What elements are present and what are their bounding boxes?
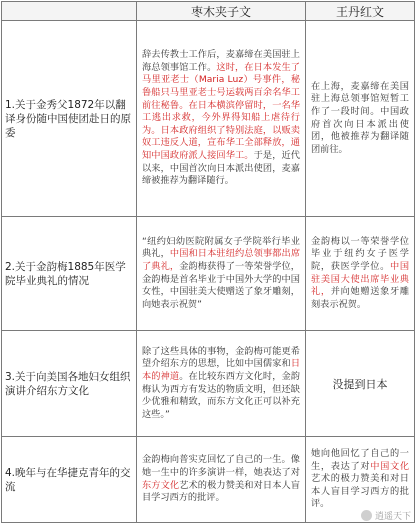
header-cell-topic	[2, 2, 137, 21]
text-segment: 。在比较东西方文化时，金韵梅认为西方有发达的物质文明，但还缺少优雅和精致，而东方文化正可以补充这些。”	[142, 370, 300, 420]
wangdanhong-text-cell	[306, 21, 415, 217]
zaomu-text-cell	[137, 437, 306, 523]
text-segment: 于是，近代以来，中国首次向日本派出使团，麦嘉缔被推荐为翻译随行。	[142, 149, 300, 187]
text-segment: “纽约妇幼医院附属女子学院举行毕业典礼，	[142, 235, 300, 260]
zaomu-text-cell	[137, 217, 306, 331]
wangdanhong-text-cell	[306, 217, 415, 331]
wangdanhong-text-cell	[306, 331, 415, 437]
highlighted-text-segment: 东方文化	[142, 479, 180, 491]
topic-cell: 1.关于金秀父1872年以翻译身份随中国使团赴日的原委	[2, 21, 137, 217]
watermark	[361, 509, 411, 522]
text-segment: 在上海，麦嘉缔在美国驻上海总领事馆短暂工作了一段时间。中国政府首次向日本派出使团，他被推荐为翻译随团前往。	[311, 80, 409, 155]
text-segment: 金韵梅向普实克回忆了自己的一生。像她一生中的许多演讲一样，她表达了对	[142, 454, 300, 478]
comparison-table	[1, 1, 415, 523]
highlighted-text-segment: 日本的神道	[142, 358, 300, 382]
text-segment: 她向他回忆了自己的一生，表达了对	[311, 448, 409, 472]
text-segment: 金韵梅以一等荣誉学位毕业于纽约女子医学院，获医学学位。	[311, 235, 409, 272]
topic-cell: 2.关于金韵梅1885年医学院毕业典礼的情况	[2, 217, 137, 331]
table-row	[2, 331, 415, 437]
highlighted-text-segment: 这时，在日本发生了马里亚老士（Maria Luz）号事件，	[142, 61, 300, 86]
text-segment: 艺术的极力赞美和对日本人盲目学习西方的批评。	[142, 479, 300, 504]
text-segment: 金韵梅获得了一等荣誉学位，金韵梅是首名毕业于中国外大学的中国女性，中国驻美大使赠送了象牙雕刻，向她表示祝贺”	[142, 260, 300, 310]
highlighted-text-segment: 中国文化	[370, 460, 410, 472]
text-segment: 除了这些具体的事物，金韵梅可能更希望介绍东方的思想，比如中国儒家和	[142, 345, 300, 370]
header-row	[2, 2, 415, 21]
text-segment: 艺术的极力赞美和对日本人盲目学习西方的批评。	[311, 473, 409, 510]
topic-cell: 4.晚年与在华捷克青年的交流	[2, 437, 137, 523]
header-cell-zaomu: 枣木夹子文	[137, 2, 306, 21]
watermark-text: 逍遥天下	[374, 512, 411, 522]
highlighted-text-segment: 中国驻美国大使出席毕业典礼，	[311, 260, 410, 298]
highlighted-text-segment: 中国和日本驻纽约总领事都出席了典礼，	[142, 248, 301, 272]
topic-cell: 3.关于向美国各地妇女组织演讲介绍东方文化	[2, 331, 137, 437]
zaomu-text-cell	[137, 331, 306, 437]
header-cell-wangdanhong: 王丹红文	[306, 2, 415, 21]
table-row	[2, 217, 415, 331]
table-row	[2, 21, 415, 217]
table-row	[2, 437, 415, 523]
text-segment: 并向她赠送象牙雕刻表示祝贺。	[311, 286, 410, 310]
zaomu-text-cell	[137, 21, 306, 217]
wechat-icon	[361, 510, 372, 521]
text-segment: 没提到日本	[332, 377, 388, 391]
text-segment: 辞去传教士工作后，麦嘉缔在美国驻上海总领事馆工作。	[142, 49, 300, 73]
highlighted-text-segment: 秘鲁船只马里亚老士号运载两百余名华工前往秘鲁。在日本横滨停留时，一名华工逃出求救，今外界得知船上虐待行为。日本政府组织了特别法庭，以贩卖奴工违反人道，宣布华工全部释放，通知中国政府派人接回华工。	[142, 74, 300, 161]
